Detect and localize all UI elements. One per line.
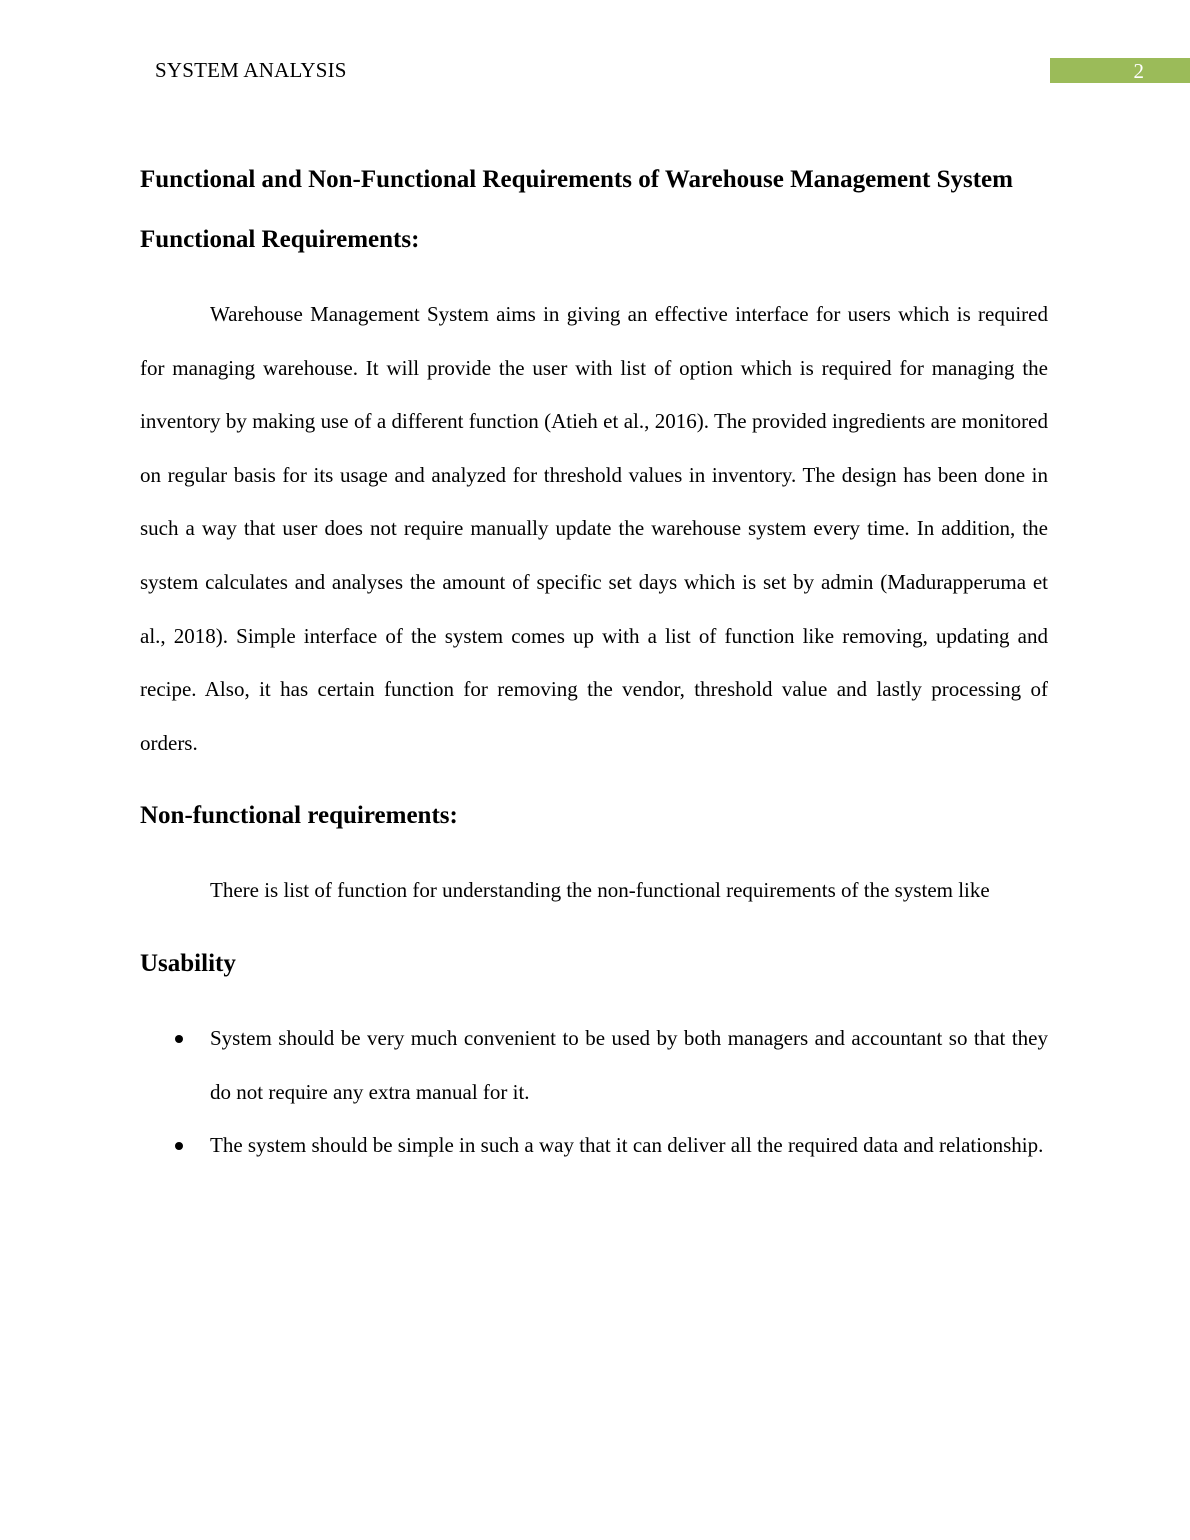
page-number: 2	[1133, 59, 1144, 83]
bullet-icon	[175, 1142, 183, 1150]
document-title: Functional and Non-Functional Requirements of Warehouse Management System	[140, 166, 1013, 193]
bullet-text: System should be very much convenient to be used by both managers and accountant so that they do not require any extra manual for it.	[210, 1025, 1048, 1104]
usability-bullet-list	[140, 1012, 1048, 1173]
document-body	[140, 148, 1048, 1173]
page-number-bar	[1050, 58, 1190, 83]
section-heading-usability: Usability	[140, 949, 236, 977]
list-item	[140, 1119, 1048, 1173]
section-heading-non-functional: Non-functional requirements:	[140, 802, 458, 830]
paragraph-functional: Warehouse Management System aims in giving an effective interface for users which is required for managing warehouse. It will provide the user with list of option which is required for managing the inventory by making use of a different function (Atieh et al., 2016). The provided ingredients are monitored on regular basis for its usage and analyzed for threshold values in inventory. The design has been done in such a way that user does not require manually update the warehouse system every time. In addition, the system calculates and analyses the amount of specific set days which is set by admin (Madurapperuma et al., 2018). Simple interface of the system comes up with a list of function like removing, updating and recipe. Also, it has certain function for removing the vendor, threshold value and lastly processing of orders.	[140, 302, 1048, 755]
bullet-icon	[175, 1035, 183, 1043]
paragraph-non-functional: There is list of function for understanding the non-functional requirements of the system like	[210, 878, 990, 903]
section-heading-functional: Functional Requirements:	[140, 226, 420, 253]
bullet-text: The system should be simple in such a way that it can deliver all the required data and relationship.	[210, 1133, 1044, 1158]
list-item	[140, 1012, 1048, 1119]
running-head: SYSTEM ANALYSIS	[155, 58, 347, 82]
